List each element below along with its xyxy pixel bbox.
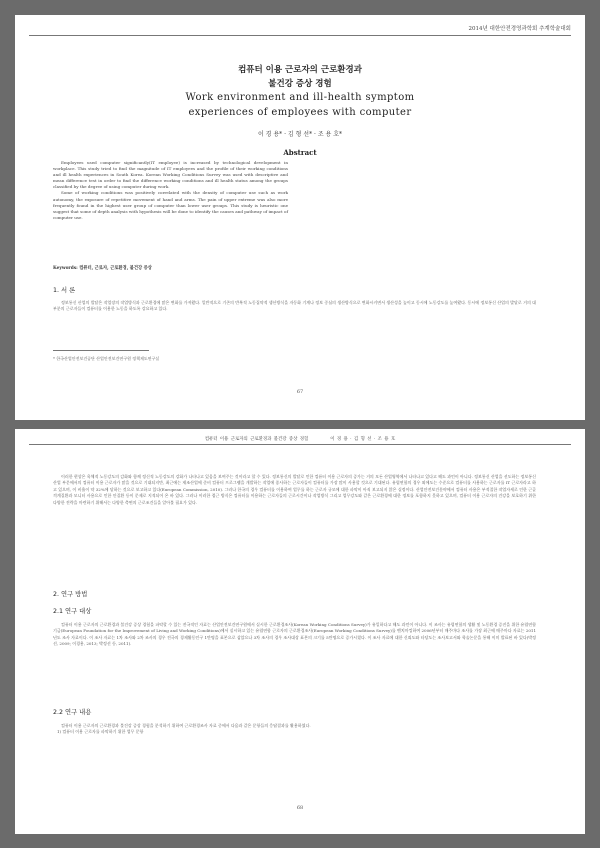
section-2-1-paragraph: 컴퓨터 이용 근로자의 근로환경과 불건강 증상 경험을 파악할 수 있는 전국적인 자료는 산업안전보건연구원에서 실시한 근로환경조사(Korean Working Conditions Survey)가 유일하다고 해도 과언이 아니다. 이 조사는 유럽연합의 생활 및 노동환경 증진을 위한 유럽연합 기금(European Foundation for the Improvement of Living and Working Conditions)에서 실시하고 있는 유럽연합 근로자의 근로환경조사(European Working Conditions Survey)를 벤치마킹하여 2006년부터 매주마다 조사를 가장 최근에 매주마다 자료는 2011년도 조사 자료이다. 이 조사 자료는 1차 조사와 2차 조사의 경우 전국의 경제활동인구 1만명을 표본으로 삼았으나 3차 조사의 경우 조사대상 표본의 크기를 5만명으로 증가시켰다. 이 조사 자료에 대한 신뢰도와 타당도는 조사보고서와 학술논문을 통해 이미 발표된 바 있다(박정선, 2009; 이경용, 2013; 박정선 등, 2011). xyxy=(53,622,536,647)
title-english-line2: experiences of employees with computer xyxy=(188,107,412,118)
section-2-1-heading: 2.1 연구 대상 xyxy=(53,608,92,615)
title-korean-line2: 불건강 증상 경험 xyxy=(268,79,332,89)
title-english-line1: Work environment and ill-health symptom xyxy=(185,92,415,103)
section-1-heading: 1. 서 론 xyxy=(53,287,76,294)
page-number: 68 xyxy=(296,805,304,811)
page-number: 67 xyxy=(296,389,304,395)
abstract-paragraph-2: Some of working conditions was positively correlated with the density of computer use such as work autonomy, the exposure of repetitive movement of hand and arms. The pain of upper extreme was also more frequently found in the highest user group of computer than lower user groups. This study is heuristic one suggest that some of depth analysis with hypothesis will be done to identify the causes and pathway of impact of computer use. xyxy=(53,190,288,220)
intro-continued-text xyxy=(53,474,536,506)
abstract-paragraph-1: Employees used computer significantly(IT employee) is increased by technological development in workplace. This study tried to find the magnitude of IT employees and the profile of their working conditions and ill health experiences in South Korea. Korean Working Conditions Survey was used with descriptive and mean difference test in order to find the difference working conditions and ill health status among the groups classified by the degree of using computer during work. xyxy=(53,160,288,190)
header-rule xyxy=(29,444,571,445)
author-list: 이 경 용* · 김 형 선* · 조 용 호* xyxy=(257,131,343,138)
section-2-2-heading: 2.2 연구 내용 xyxy=(53,709,92,716)
abstract-heading: Abstract xyxy=(283,148,317,157)
footnote: * 한국산업안전보건공단 산업안전보건연구원 정책제도연구실 xyxy=(53,356,160,361)
section-2-2-list-item: 1) 컴퓨터 이용 근로자를 파악하기 위한 업무 문항 xyxy=(57,729,144,735)
intro-paragraph: 이러한 현상은 육체적 노동강도의 감화와 함께 정신적 노동강도의 강화가 나타나고 있음을 보여주는 것이라고 할 수 있다. 정보통신의 발달로 인한 컴퓨터 이용 근로자의 증가는 거의 모든 산업영역에서 나타나고 있다고 해도 과언이 아니다. 정보통신 산업을 선도하는 정보통신산업 부문에서의 컴퓨터 이용 근로자가 많을 것으로 기대되지만, 최근에는 제조산업에 준비 컴퓨터 프로그램을 개발하는 작업에 종사하는 근로자들이 컴퓨터를 가장 많이 사용할 것으로 기대된다. 유럽연합의 경우 외에도는 수준으로 컴퓨터를 사용하는 근로자를 IT 근로자라고 하고 있으며, 이 비율이 약 32%에 달하는 것으로 보고하고 있다(European Commission, 2010). 그러나 한국의 경우 컴퓨터를 이용하여 업무를 하는 근로자 규모에 대한 파악이 아직 보고되지 않은 실정이다. 산업안전보건분야에서 컴퓨터 사용은 부적절한 작업자세로 인한 근골격계질환과 모니터 사용으로 인한 안질환 등이 문제로 지적되어 온 바 있다. 그러나 이러한 접근 방식은 컴퓨터를 이용하는 근로자들의 근로시간이나 작업방식 그리고 업무강도와 같은 근로환경에 대한 정보를 포함하지 못하고 있으며, 컴퓨터 이용 근로자의 건강을 보호하기 위한 다양한 전략을 마련하기 위해서는 다양한 측면의 근로조건들을 알아볼 필요가 있다. xyxy=(53,474,536,505)
title-korean-line1: 컴퓨터 이용 근로자의 근로환경과 xyxy=(238,65,362,75)
section-2-heading: 2. 연구 방법 xyxy=(53,591,88,598)
section-2-1-text xyxy=(53,622,536,648)
section-1-text xyxy=(53,300,536,313)
header-rule xyxy=(29,35,571,36)
section-1-paragraph: 정보통신 산업의 발달은 작업장의 작업방식과 근로환경에 많은 변화를 가져왔다. 일반적으로 기존의 반복적 노동집약적 생산방식을 자동화 기계나 정보 중심의 생산방식으로 변화시키면서 생산성을 높이고 동시에 노동강도를 높여왔다. 동시에 정보통신 산업의 발달로 거의 대부분의 근로자들이 컴퓨터를 이용한 노동을 하도록 강요하고 있다. xyxy=(53,300,536,312)
footnote-rule xyxy=(53,350,149,351)
running-header-authors: 이 경 용 · 김 형 선 · 조 용 호 xyxy=(330,437,396,442)
running-header xyxy=(15,436,585,442)
running-header-title: 컴퓨터 이용 근로자의 근로환경과 불건강 증상 경험 xyxy=(204,437,309,442)
page-68 xyxy=(15,429,585,834)
running-header: 2014년 대한안전경영과학회 추계학술대회 xyxy=(468,26,571,32)
abstract-body xyxy=(53,160,288,221)
keywords: Keywords: 컴퓨터, 근로자, 근로환경, 불건강 증상 xyxy=(53,266,152,271)
page-67 xyxy=(15,15,585,420)
section-2-2-text xyxy=(53,723,536,736)
section-2-2-paragraph: 컴퓨터 이용 근로자의 근로환경과 불건강 증상 경험을 분석하기 위하여 근로환경조사 자료 중에서 다음과 같은 문항들의 응답결과를 활용하였다. xyxy=(61,723,311,728)
